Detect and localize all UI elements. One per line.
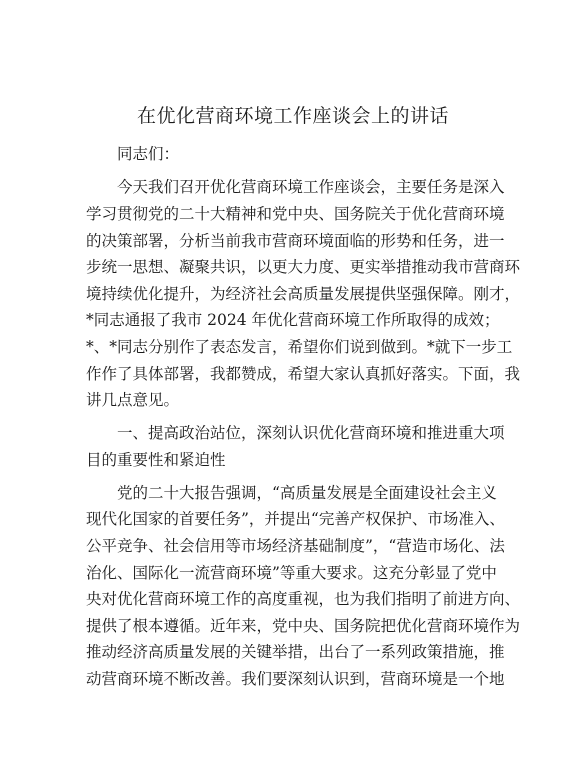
paragraph-line: 治化、国际化一流营商环境”等重大要求。这充分彰显了党中 bbox=[86, 564, 497, 582]
paragraph-line: 今天我们召开优化营商环境工作座谈会，主要任务是深入 bbox=[117, 178, 505, 196]
paragraph-line: 推动经济高质量发展的关键举措，出台了一系列政策措施，推 bbox=[86, 643, 505, 661]
paragraph-line: 讲几点意见。 bbox=[86, 391, 180, 409]
paragraph-line: 公平竞争、社会信用等市场经济基础制度”，“营造市场化、法 bbox=[86, 537, 505, 555]
paragraph-line: 动营商环境不断改善。我们要深刻认识到，营商环境是一个地 bbox=[86, 670, 505, 688]
paragraph-line: 作作了具体部署，我都赞成，希望大家认真抓好落实。下面，我 bbox=[86, 365, 521, 383]
paragraph-line: *、*同志分别作了表态发言，希望你们说到做到。*就下一步工 bbox=[86, 338, 513, 356]
paragraph-line: 党的二十大报告强调，“高质量发展是全面建设社会主义 bbox=[117, 484, 497, 502]
paragraph-line: 的决策部署，分析当前我市营商环境面临的形势和任务，进一 bbox=[86, 232, 505, 250]
paragraph-line: 学习贯彻党的二十大精神和党中央、国务院关于优化营商环境 bbox=[86, 205, 505, 223]
paragraph-line: 现代化国家的首要任务”，并提出“完善产权保护、市场准入、 bbox=[86, 510, 505, 528]
paragraph-line: 提供了根本遵循。近年来，党中央、国务院把优化营商环境作为 bbox=[86, 617, 521, 635]
paragraph-line: *同志通报了我市 2024 年优化营商环境工作所取得的成效； bbox=[86, 311, 500, 329]
paragraph-line: 步统一思想、凝聚共识，以更大力度、更实举措推动我市营商环 bbox=[86, 258, 521, 276]
section-heading: 一、提高政治站位，深刻认识优化营商环境和推进重大项 bbox=[117, 424, 505, 442]
paragraph-line: 境持续优化提升，为经济社会高质量发展提供坚强保障。刚才， bbox=[86, 285, 521, 303]
page-title: 在优化营商环境工作座谈会上的讲话 bbox=[136, 105, 449, 127]
paragraph-line: 央对优化营商环境工作的高度重视，也为我们指明了前进方向、 bbox=[86, 590, 521, 608]
section-heading: 目的重要性和紧迫性 bbox=[86, 451, 226, 469]
greeting: 同志们： bbox=[117, 145, 180, 163]
